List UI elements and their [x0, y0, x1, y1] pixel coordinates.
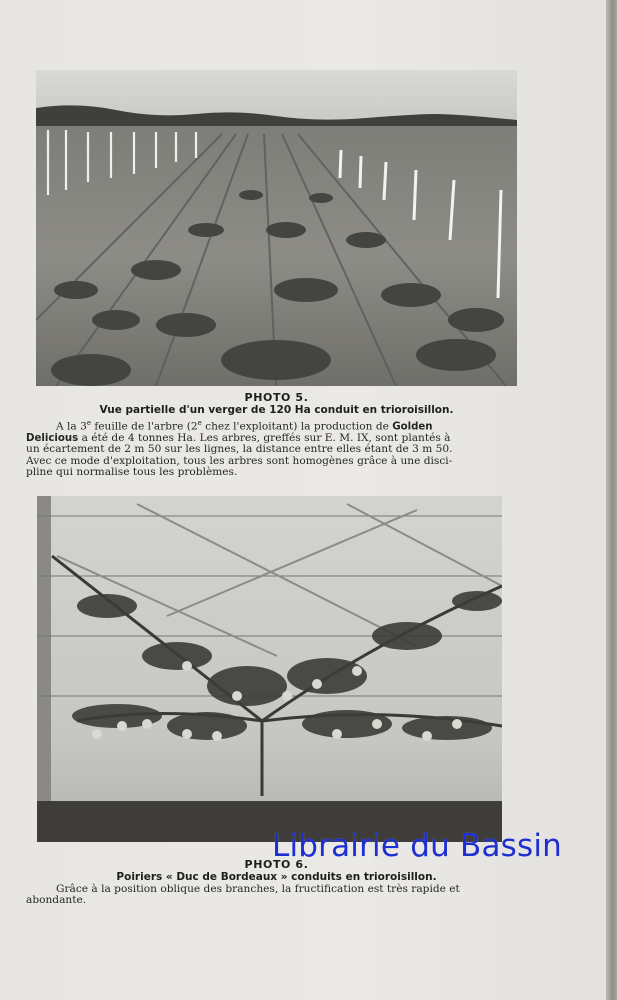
- para1-line5: pline qui normalise tous les problèmes.: [26, 466, 238, 479]
- espalier-photo: [37, 496, 502, 842]
- photo5-paragraph: [26, 418, 508, 479]
- photo5-subtitle: Vue partielle d'un verger de 120 Ha conduit en trioroisillon.: [99, 404, 454, 416]
- photo6-paragraph: [26, 884, 508, 907]
- orchard-photo: [36, 70, 517, 386]
- para2-line2: abondante.: [26, 894, 87, 907]
- page-edge: [606, 0, 617, 1000]
- para2-line1: Grâce à la position oblique des branches, la fructification est très rapide et: [56, 883, 460, 895]
- photo6-title: PHOTO 6.: [244, 858, 309, 871]
- watermark-text: Librairie du Bassin: [272, 828, 563, 864]
- para1-line2: Delicious a été de 4 tonnes Ha. Les arbres, greffés sur E. M. IX, sont plantés à: [26, 431, 451, 444]
- photo6-subtitle: Poiriers « Duc de Bordeaux » conduits en trioroisillon.: [116, 871, 437, 883]
- para1-line3: un écartement de 2 m 50 sur les lignes, la distance entre elles étant de 3 m 50.: [26, 443, 453, 456]
- para1-line1: A la 3e feuille de l'arbre (2e chez l'exploitant) la production de Golden: [56, 419, 433, 433]
- para1-line4: Avec ce mode d'exploitation, tous les arbres sont homogènes grâce à une disci-: [26, 454, 453, 467]
- photo5-title: PHOTO 5.: [244, 391, 309, 404]
